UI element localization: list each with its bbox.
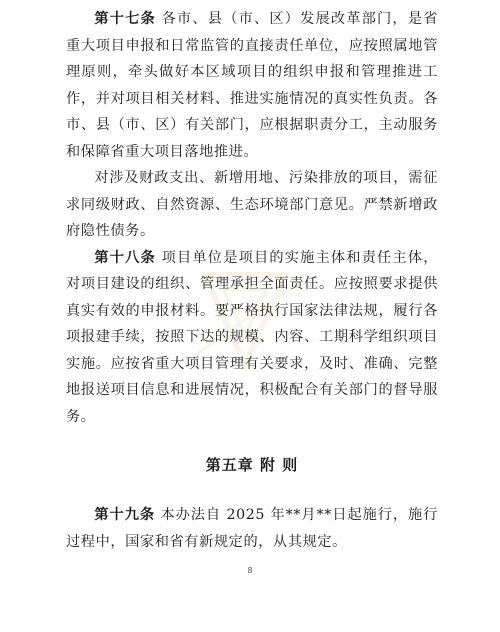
article-18-lead: 第十八条 <box>94 249 156 266</box>
article-19-text: 本办法自 2025 年**月**日起施行，施行过程中，国家和省有新规定的，从其规定。 <box>66 507 438 550</box>
article-17-lead: 第十七条 <box>94 11 156 27</box>
page-number: 8 <box>247 566 253 575</box>
article-18-paragraph <box>66 245 438 431</box>
chapter-5-title: 第五章 附 则 <box>205 456 299 474</box>
article-19-paragraph <box>66 502 438 555</box>
spacer <box>66 430 438 452</box>
article-17-text: 各市、县（市、区）发展改革部门，是省重大项目申报和日常监管的直接责任单位，应按照属地管理原则，牵头做好本区域项目的组织申报和管理推进工作，并对项目相关材料、推进实施情况的真实性负责。各市、县（市、区）有关部门，应根据职责分工，主动服务和保障省重大项目落地推进。 <box>66 11 438 160</box>
article-18-text: 项目单位是项目的实施主体和责任主体，对项目建设的组织、管理承担全面责任。应按照要求提供真实有效的申报材料。要严格执行国家法律法规，履行各项报建手续，按照下达的规模、内容、工期科学组织项目实施。应按省重大项目管理有关要求，及时、准确、完整地报送项目信息和进展情况，积极配合有关部门的督导服务。 <box>66 249 438 425</box>
document-body <box>66 6 438 555</box>
article-17-paragraph <box>66 6 438 165</box>
fiscal-consultation-paragraph: 对涉及财政支出、新增用地、污染排放的项目，需征求同级财政、自然资源、生态环境部门意见。严禁新增政府隐性债务。 <box>66 170 438 239</box>
spacer <box>66 478 438 502</box>
article-19-lead: 第十九条 <box>94 507 155 523</box>
